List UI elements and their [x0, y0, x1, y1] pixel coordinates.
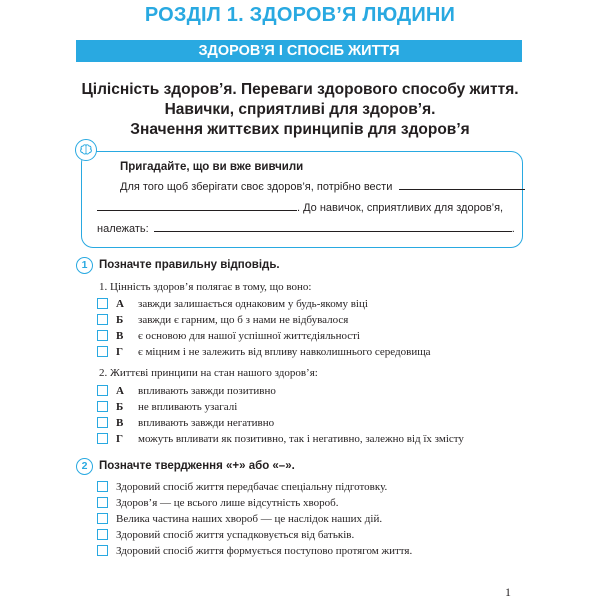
checkbox[interactable] — [97, 298, 108, 309]
statement-row-5 — [97, 543, 412, 558]
statement-text: Здоров’я — це всього лише відсутність хвороб. — [116, 496, 339, 509]
checkbox[interactable] — [97, 433, 108, 444]
statement-text: Велика частина наших хвороб — це наслідок наших дій. — [116, 512, 383, 525]
checkbox[interactable] — [97, 314, 108, 325]
checkbox[interactable] — [97, 545, 108, 556]
topic-title — [60, 80, 540, 140]
checkbox[interactable] — [97, 529, 108, 540]
statement-row-1 — [97, 479, 387, 494]
question-2-option-h — [97, 431, 464, 446]
checkbox[interactable] — [97, 513, 108, 524]
recall-line-1 — [120, 180, 525, 193]
question-2-option-a — [97, 383, 276, 398]
recall-line-3-label: належать: — [97, 223, 149, 235]
option-letter: Б — [116, 313, 124, 326]
option-letter: Г — [116, 345, 123, 358]
option-text: впливають завжди негативно — [138, 416, 275, 429]
topic-title-line-2: Навички, сприятливі для здоров’я. — [164, 101, 436, 118]
option-letter: А — [116, 384, 124, 397]
option-text: впливають завжди позитивно — [138, 384, 276, 397]
recall-blank-1[interactable] — [399, 180, 525, 190]
option-text: завжди залишається однаковим у будь-якому віці — [138, 297, 368, 310]
checkbox[interactable] — [97, 401, 108, 412]
question-2-option-v — [97, 415, 274, 430]
option-letter: Г — [116, 432, 123, 445]
statement-row-4 — [97, 527, 354, 542]
recall-blank-3[interactable] — [154, 222, 512, 232]
task-1-number: 1 — [76, 257, 93, 274]
question-1-option-a — [97, 296, 368, 311]
checkbox[interactable] — [97, 497, 108, 508]
question-1-option-v — [97, 328, 360, 343]
recall-heading: Пригадайте, що ви вже вивчили — [120, 161, 304, 173]
checkbox[interactable] — [97, 346, 108, 357]
task-1-heading: Позначте правильну відповідь. — [99, 259, 280, 271]
question-1-option-h — [97, 344, 431, 359]
checkbox[interactable] — [97, 417, 108, 428]
task-2-heading: Позначте твердження «+» або «–». — [99, 460, 295, 472]
recall-line-1-text: Для того щоб зберігати своє здоров’я, потрібно вести — [120, 181, 393, 193]
question-2-option-b — [97, 399, 237, 414]
statement-text: Здоровий спосіб життя передбачає спеціальну підготовку. — [116, 480, 388, 493]
topic-title-line-3: Значення життєвих принципів для здоров’я — [130, 121, 470, 138]
brain-icon — [75, 139, 97, 161]
option-text: можуть впливати як позитивно, так і негативно, залежно від їх змісту — [138, 432, 464, 445]
recall-line-2 — [97, 201, 503, 214]
chapter-title: РОЗДІЛ 1. ЗДОРОВ’Я ЛЮДИНИ — [144, 4, 456, 26]
option-text: завжди є гарним, що б з нами не відбувалося — [138, 313, 349, 326]
option-letter: А — [116, 297, 124, 310]
question-2-text: 2. Життєві принципи на стан нашого здоров’я: — [99, 367, 318, 379]
statement-text: Здоровий спосіб життя успадковується від батьків. — [116, 528, 355, 541]
question-1-option-b — [97, 312, 348, 327]
option-letter: Б — [116, 400, 124, 413]
statement-text: Здоровий спосіб життя формується поступово протягом життя. — [116, 544, 413, 557]
recall-line-3 — [97, 222, 515, 235]
task-2-number: 2 — [76, 458, 93, 475]
option-text: не впливають узагалі — [138, 400, 238, 413]
question-1-text: 1. Цінність здоров’я полягає в тому, що воно: — [99, 281, 312, 293]
statement-row-2 — [97, 495, 339, 510]
checkbox[interactable] — [97, 481, 108, 492]
section-title-bar: ЗДОРОВ’Я І СПОСІБ ЖИТТЯ — [76, 40, 522, 62]
checkbox[interactable] — [97, 385, 108, 396]
recall-blank-2[interactable] — [97, 201, 297, 211]
option-text: є основою для нашої успішної життєдіяльності — [138, 329, 360, 342]
statement-row-3 — [97, 511, 382, 526]
option-text: є міцним і не залежить від впливу навколишнього середовища — [138, 345, 431, 358]
option-letter: В — [116, 329, 124, 342]
option-letter: В — [116, 416, 124, 429]
topic-title-line-1: Цілісність здоров’я. Переваги здорового способу життя. — [81, 81, 519, 98]
recall-line-2-text: . До навичок, сприятливих для здоров’я, — [297, 202, 504, 214]
page-number: 1 — [505, 585, 511, 599]
checkbox[interactable] — [97, 330, 108, 341]
recall-line-3-end: . — [511, 223, 515, 235]
